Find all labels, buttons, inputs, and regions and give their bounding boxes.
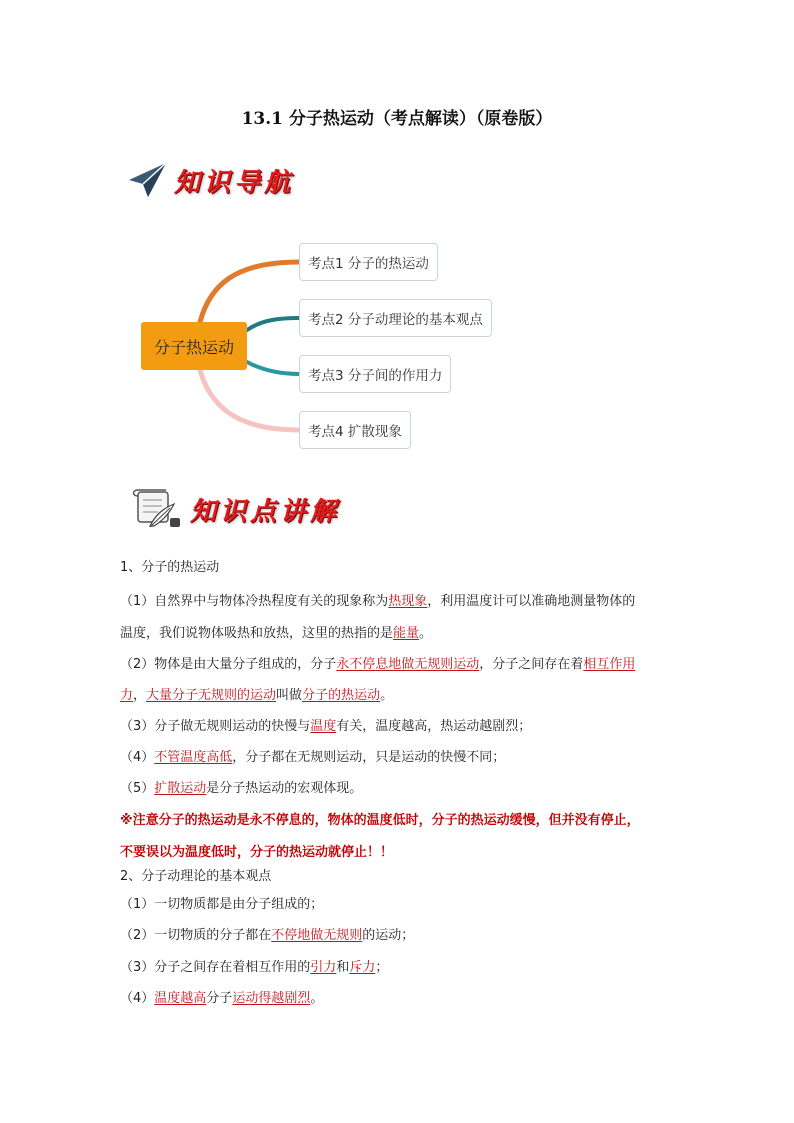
- text: （2）一切物质的分子都在: [120, 928, 272, 943]
- keyword: 能量: [393, 626, 420, 641]
- note-line-2: 不要误以为温度低时，分子的热运动就停止！！: [120, 845, 394, 860]
- s1-paragraph-5: [120, 781, 362, 797]
- keyword: 斥力: [349, 960, 376, 975]
- text: ，分子都在无规则运动，只是运动的快慢不同；: [232, 750, 506, 765]
- mindmap-branch-2: 考点2 分子动理论的基本观点: [299, 299, 492, 337]
- mindmap-connectors: [0, 0, 794, 470]
- text: 。: [310, 991, 324, 1006]
- text: （3）分子之间存在着相互作用的: [120, 960, 311, 975]
- mindmap-root: 分子热运动: [141, 322, 247, 370]
- text: ，分子之间存在着: [479, 657, 584, 672]
- keyword: 扩散运动: [154, 781, 207, 796]
- scroll-quill-icon: [130, 486, 184, 532]
- s1-paragraph-2-line-1: [120, 657, 635, 673]
- note-line-1: ※注意分子的热运动是永不停息的，物体的温度低时，分子的热运动缓慢，但并没有停止，: [120, 813, 640, 828]
- knowledge-nav-title: 知识导航: [174, 167, 295, 198]
- knowledge-explain-title: 知识点讲解: [190, 496, 341, 527]
- text: 叫做: [276, 688, 303, 703]
- keyword: 大量分子无规则的运动: [146, 688, 277, 703]
- s1-paragraph-1-line-1: [120, 594, 635, 610]
- keyword: 温度: [310, 719, 337, 734]
- mindmap-branch-4: 考点4 扩散现象: [299, 411, 411, 449]
- keyword: 力: [120, 688, 134, 703]
- keyword: 不停地做无规则: [271, 928, 363, 943]
- text: ，: [133, 688, 147, 703]
- keyword: 运动得越剧烈: [232, 991, 311, 1006]
- mindmap-branch-3: 考点3 分子间的作用力: [299, 355, 451, 393]
- branch-line-1: [200, 262, 299, 322]
- branch-line-2: [247, 318, 299, 330]
- text: 温度，我们说物体吸热和放热，这里的热指的是: [120, 626, 394, 641]
- text: （1）自然界中与物体冷热程度有关的现象称为: [120, 594, 389, 609]
- s1-paragraph-1-line-2: [120, 626, 432, 642]
- text: 分子: [206, 991, 233, 1006]
- knowledge-explain-banner: [130, 486, 340, 532]
- mindmap-branch-1: 考点1 分子的热运动: [299, 243, 438, 281]
- keyword: 温度越高: [154, 991, 207, 1006]
- keyword: 不管温度高低: [154, 750, 233, 765]
- s1-paragraph-4: [120, 750, 505, 766]
- text: ；: [375, 960, 389, 975]
- text: 有关，温度越高，热运动越剧烈；: [336, 719, 532, 734]
- text: 。: [419, 626, 433, 641]
- section-1-heading: 1、分子的热运动: [120, 560, 220, 575]
- text: 。: [380, 688, 394, 703]
- text: 是分子热运动的宏观体现。: [206, 781, 363, 796]
- keyword: 永不停息地做无规则运动: [336, 657, 480, 672]
- s1-paragraph-2-line-2: [120, 688, 393, 704]
- s2-paragraph-1: （1）一切物质都是由分子组成的；: [120, 897, 324, 912]
- text: ，利用温度计可以准确地测量物体的: [427, 594, 636, 609]
- text: 的运动；: [362, 928, 415, 943]
- branch-line-4: [200, 370, 299, 430]
- text: （4）: [120, 750, 155, 765]
- page-title: 13.1 分子热运动（考点解读）（原卷版）: [241, 109, 553, 129]
- text: （3）分子做无规则运动的快慢与: [120, 719, 311, 734]
- keyword: 分子的热运动: [302, 688, 381, 703]
- text: 和: [336, 960, 350, 975]
- text: （4）: [120, 991, 155, 1006]
- s2-paragraph-2: [120, 928, 414, 944]
- text: （2）物体是由大量分子组成的，分子: [120, 657, 337, 672]
- s2-paragraph-4: [120, 991, 323, 1007]
- s2-paragraph-3: [120, 960, 388, 976]
- branch-line-3: [247, 362, 299, 374]
- keyword: 热现象: [388, 594, 428, 609]
- section-2-heading: 2、分子动理论的基本观点: [120, 869, 272, 884]
- keyword: 引力: [310, 960, 337, 975]
- text: （5）: [120, 781, 155, 796]
- keyword: 相互作用: [583, 657, 636, 672]
- s1-paragraph-3: [120, 719, 531, 735]
